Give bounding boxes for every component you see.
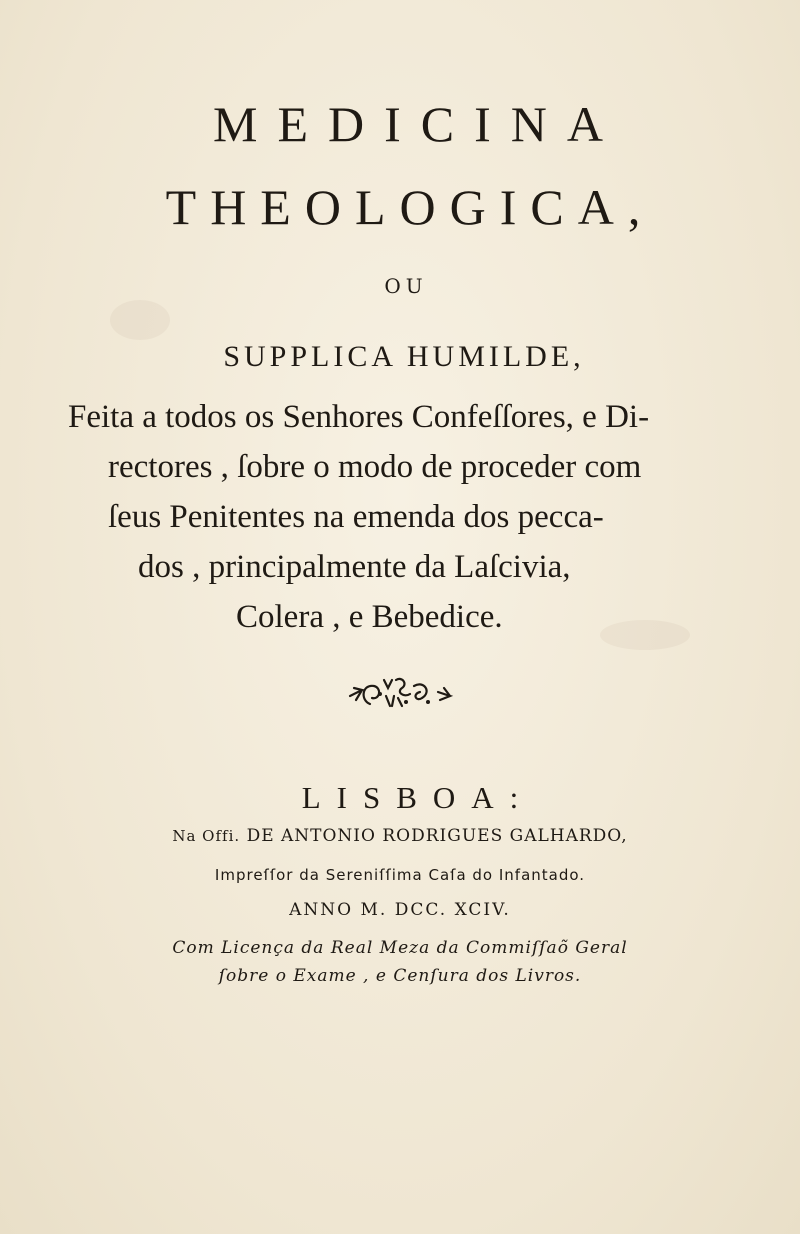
printers-ornament-icon bbox=[340, 666, 460, 716]
description-line: Colera , e Bebedice. bbox=[236, 599, 503, 635]
title-line-2: THEOLOGICA, bbox=[165, 179, 655, 235]
license-line-2: ſobre o Exame , e Cenſura dos Livros. bbox=[218, 966, 582, 986]
description-line: Feita a todos os Senhores Confeſſores, e Di- bbox=[68, 399, 650, 435]
printer-title: Impreſſor da Sereniſſima Caſa do Infantado. bbox=[214, 866, 586, 884]
description-line: rectores , ſobre o modo de proceder com bbox=[108, 449, 642, 485]
printer-prefix: Na Offi. bbox=[172, 827, 241, 845]
description-line: dos , principalmente da Laſcivia, bbox=[138, 549, 571, 585]
subtitle: SUPPLICA HUMILDE, bbox=[223, 340, 585, 373]
license-line-1: Com Licença da Real Meza da Commiſſaõ Geral bbox=[172, 938, 628, 958]
imprint-place: LISBOA: bbox=[301, 780, 535, 815]
printer-line bbox=[0, 826, 800, 846]
imprint-year: ANNO M. DCC. XCIV. bbox=[289, 900, 511, 920]
title-connector: OU bbox=[384, 274, 428, 298]
title-line-1: MEDICINA bbox=[213, 96, 623, 152]
paper-stain bbox=[110, 300, 170, 340]
printer-name: DE ANTONIO RODRIGUES GALHARDO, bbox=[246, 826, 628, 846]
description-paragraph bbox=[68, 392, 748, 642]
description-line: ſeus Penitentes na emenda dos pecca- bbox=[108, 499, 604, 535]
